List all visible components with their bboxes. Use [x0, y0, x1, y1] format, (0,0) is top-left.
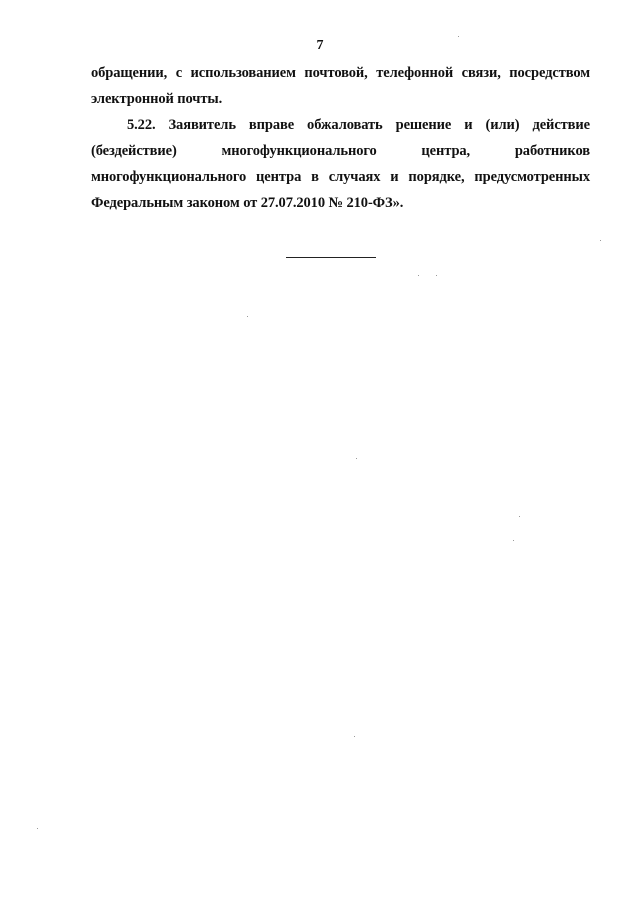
scan-speck	[247, 316, 248, 317]
paragraph-line: Федеральным законом от 27.07.2010 № 210-ФЗ».	[91, 195, 404, 211]
scan-speck	[436, 275, 437, 276]
scan-speck	[356, 458, 357, 459]
paragraph-line: (бездействие) многофункционального центра, работников	[91, 143, 590, 159]
page-number: 7	[316, 38, 324, 53]
paragraph-line: обращении, с использованием почтовой, телефонной связи, посредством	[91, 65, 590, 81]
paragraph-line: электронной почты.	[91, 91, 223, 107]
scan-speck	[418, 275, 419, 276]
scan-speck	[513, 540, 514, 541]
scan-speck	[519, 516, 520, 517]
paragraph-line: многофункционального центра в случаях и порядке, предусмотренных	[91, 169, 590, 185]
end-separator-line	[286, 257, 376, 258]
scan-speck	[600, 240, 601, 241]
scan-speck	[354, 736, 355, 737]
scan-speck	[37, 828, 38, 829]
paragraph-line: 5.22. Заявитель вправе обжаловать решение и (или) действие	[127, 117, 590, 133]
scan-speck	[458, 36, 459, 37]
